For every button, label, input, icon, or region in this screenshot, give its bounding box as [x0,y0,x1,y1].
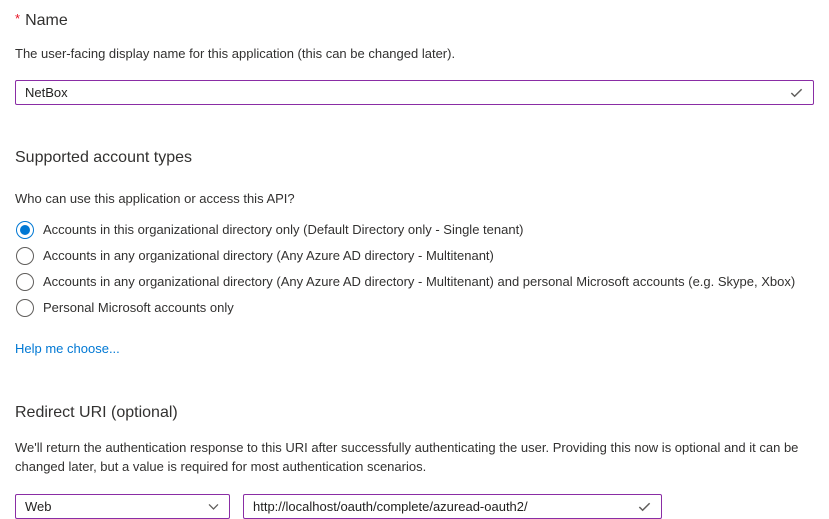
redirect-uri-row [15,494,814,519]
account-types-question: Who can use this application or access this API? [15,191,295,206]
name-input[interactable] [15,80,814,105]
radio-button[interactable] [16,247,34,265]
radio-option-multitenant[interactable] [15,247,814,265]
radio-button[interactable] [16,221,34,239]
radio-label: Accounts in any organizational directory (Any Azure AD directory - Multitenant) [43,248,494,263]
radio-option-single-tenant[interactable] [15,221,814,239]
radio-label: Accounts in any organizational directory (Any Azure AD directory - Multitenant) and personal Microsoft accounts (e.g. Skype, Xbox) [43,274,796,289]
name-input-value: NetBox [25,85,68,100]
radio-label: Accounts in this organizational directory only (Default Directory only - Single tenant) [43,222,524,237]
account-types-section [15,148,814,358]
account-type-radio-group [15,221,814,317]
redirect-uri-value: http://localhost/oauth/complete/azuread-oauth2/ [253,499,528,514]
name-label: Name [25,12,68,29]
platform-select[interactable] [15,494,230,519]
account-types-heading: Supported account types [15,149,193,166]
platform-select-value: Web [25,499,52,514]
redirect-uri-section [15,403,814,519]
valid-checkmark-icon [637,499,652,514]
required-marker: * [15,11,21,26]
radio-button[interactable] [16,299,34,317]
redirect-uri-input[interactable] [243,494,662,519]
name-section-heading [15,11,814,31]
radio-button[interactable] [16,273,34,291]
valid-checkmark-icon [789,85,804,100]
radio-label: Personal Microsoft accounts only [43,300,234,315]
redirect-uri-heading: Redirect URI (optional) [15,404,178,421]
help-me-choose-link[interactable]: Help me choose... [15,341,120,356]
name-description: The user-facing display name for this application (this can be changed later). [15,46,456,61]
radio-option-personal-only[interactable] [15,299,814,317]
chevron-down-icon [207,500,220,513]
redirect-uri-description: We'll return the authentication response to this URI after successfully authenticating the user. Providing this now is optional and it can be changed later, but a value is required for most authentication scenarios. [15,440,799,474]
radio-option-multitenant-personal[interactable] [15,273,814,291]
